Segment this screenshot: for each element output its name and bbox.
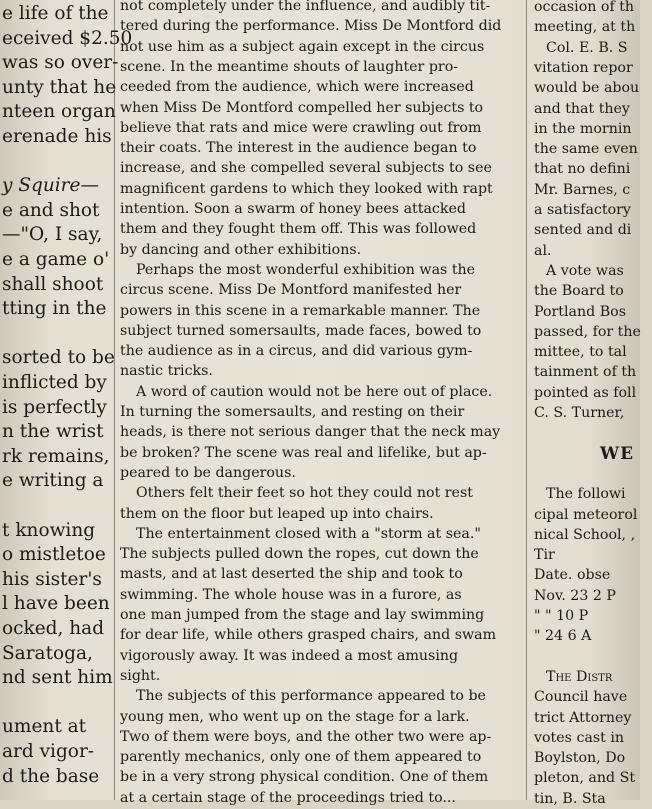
right-column-line: cipal meteorol	[534, 506, 638, 523]
article-line: nastic tricks.	[120, 363, 213, 380]
left-column-line: is perfectly	[2, 396, 107, 418]
right-column-line: vitation repor	[534, 59, 633, 76]
left-column-line: sorted to be	[2, 347, 115, 369]
article-line: when Miss De Montford compelled her subjects to	[120, 99, 484, 116]
right-column-line: The Distr	[546, 668, 613, 685]
article-line: The entertainment closed with a "storm at sea."	[136, 525, 481, 542]
left-column-line: erenade his	[2, 126, 112, 147]
right-column-line: trict Attorney	[534, 709, 632, 726]
left-column-line: ument at	[2, 716, 87, 738]
right-column-line: the same even	[534, 141, 638, 158]
article-line: scene. In the meantime shouts of laughter pro-	[120, 58, 459, 75]
article-line: their coats. The interest in the audience began to	[120, 140, 477, 157]
right-column-line: would be abou	[534, 80, 640, 97]
right-column-line: Tir	[534, 547, 555, 564]
right-column-line: meeting, at th	[534, 19, 636, 36]
right-column-line: that no defini	[534, 161, 631, 178]
article-line: not completely under the influence, and audibly tit-	[120, 0, 491, 14]
left-column-line: nteen organ	[2, 101, 116, 123]
article-line: magnificent gardens to which they looked with rapt	[120, 180, 493, 197]
article-line: increase, and she compelled several subjects to see	[120, 160, 492, 177]
right-column-line: Date. obse	[534, 567, 611, 584]
right-column-line: " " 10 P	[534, 608, 589, 624]
right-column-line: " 24 6 A	[534, 628, 592, 645]
left-column-line: e and shot	[2, 199, 100, 221]
article-line: circus scene. Miss De Montford manifested her	[120, 282, 462, 299]
article-line: Two of them were boys, and the other two were ap-	[120, 728, 492, 745]
right-column-line: Nov. 23 2 P	[534, 587, 616, 604]
left-column-line: —"O, I say,	[2, 224, 103, 246]
left-column-line: ocked, had	[2, 618, 105, 639]
article-line: ceeded from the audience, which were increased	[120, 79, 474, 96]
right-column-line: Mr. Barnes, c	[534, 181, 631, 198]
left-column-line: eceived $2.50	[2, 27, 133, 49]
left-column-line: o mistletoe	[2, 544, 106, 566]
right-column-line: pointed as foll	[534, 384, 637, 401]
article-line: subject turned somersaults, made faces, bowed to	[120, 322, 482, 339]
article-line: Perhaps the most wonderful exhibition was the	[136, 261, 476, 278]
right-column-line: tin, B. Sta	[534, 790, 606, 807]
left-column-line: tting in the	[2, 298, 107, 320]
article-line: them and they fought them off. This was followed	[120, 221, 477, 238]
right-column-line: A vote was	[546, 262, 624, 279]
right-column-line: the Board to	[534, 283, 624, 300]
left-column-line: inflicted by	[2, 372, 107, 393]
right-column	[532, 0, 652, 807]
article-line: be in a very strong physical condition. One of them	[120, 769, 489, 786]
right-column-line: pleton, and St	[534, 770, 636, 787]
right-column-line: sented and di	[534, 222, 632, 239]
right-column-line: nical School, ,	[534, 526, 636, 543]
article-line: The subjects pulled down the ropes, cut down the	[120, 546, 479, 563]
article-line: intention. Soon a swarm of honey bees attacked	[120, 201, 466, 217]
left-column-line: ard vigor-	[2, 741, 95, 762]
article-line: peared to be dangerous.	[120, 464, 296, 481]
article-line: the audience as in a circus, and did various gym-	[120, 343, 473, 360]
left-column-line: y Squire—	[2, 175, 99, 197]
article-line: for dear life, while others grasped chairs, and swam	[120, 627, 497, 644]
left-column-line: l have been	[2, 593, 110, 615]
article-line: vigorously away. It was indeed a most amusing	[120, 647, 459, 664]
right-column-line: occasion of th	[534, 0, 635, 15]
article-line: by dancing and other exhibitions.	[120, 241, 362, 258]
article-line: A word of caution would not be here out of place.	[136, 383, 493, 400]
right-column-line: in the mornin	[534, 120, 632, 137]
left-column	[0, 0, 133, 800]
right-column-line: Boylston, Do	[534, 750, 626, 767]
left-column-line: shall shoot	[2, 273, 104, 295]
article-line: not use him as a subject again except in the circus	[120, 38, 485, 55]
right-column-line: Col. E. B. S	[546, 39, 628, 56]
article-line: at a certain stage of the proceedings tried to...	[120, 789, 456, 806]
left-column-line: n the wrist	[2, 421, 104, 443]
article-line: sight.	[120, 667, 161, 684]
article-line: swimming. The whole house was in a furore, as	[120, 586, 462, 603]
right-column-line: The followi	[546, 486, 626, 503]
right-column-line: Council have	[534, 689, 628, 706]
right-column-line: tainment of th	[534, 364, 637, 381]
column-rule-right	[526, 0, 527, 800]
article-line: young men, who went up on the stage for a lark.	[120, 708, 470, 725]
right-column-line: a satisfactory	[534, 202, 631, 218]
right-column-line: C. S. Turner,	[534, 405, 625, 421]
article-line: heads, is there not serious danger that the neck may	[120, 424, 501, 441]
article-line: The subjects of this performance appeared to be	[136, 688, 486, 705]
left-column-line: was so over-	[2, 52, 119, 74]
article-line: parently mechanics, only one of them appeared to	[120, 749, 482, 766]
article-line: believe that rats and mice were crawling out from	[120, 119, 482, 136]
article-line: powers in this scene in a remarkable manner. The	[120, 302, 481, 319]
right-column-line: passed, for the	[534, 323, 641, 340]
right-column-line: al.	[534, 242, 552, 259]
article-line: be broken? The scene was real and lifelike, but ap-	[120, 444, 487, 461]
right-column-line: and that they	[534, 100, 630, 117]
article-line: them on the floor but leaped up into chairs.	[120, 505, 434, 522]
right-column-line: Portland Bos	[534, 303, 626, 320]
left-column-line: nd sent him	[2, 667, 113, 689]
article-line: In turning the somersaults, and resting on their	[120, 404, 465, 420]
left-column-line: his sister's	[2, 568, 102, 590]
left-column-line: t knowing	[2, 519, 96, 541]
right-column-heading: WE	[600, 443, 635, 464]
right-column-line: votes cast in	[534, 729, 625, 746]
left-column-line: unty that he	[2, 76, 117, 98]
article-line: tered during the performance. Miss De Montford did	[120, 18, 502, 35]
left-column-line: d the base	[2, 765, 100, 787]
article-line: Others felt their feet so hot they could not rest	[136, 485, 473, 502]
article-line: masts, and at last deserted the ship and took to	[120, 566, 463, 583]
left-column-line: Saratoga,	[2, 642, 93, 664]
right-column-line: mittee, to tal	[534, 344, 627, 361]
left-column-line: e a game o'	[2, 249, 110, 270]
middle-column-article	[120, 0, 523, 806]
article-line: one man jumped from the stage and lay swimming	[120, 607, 485, 623]
left-column-line: e life of the	[2, 3, 109, 24]
left-column-line: e writing a	[2, 470, 104, 492]
left-column-line: rk remains,	[2, 445, 110, 467]
